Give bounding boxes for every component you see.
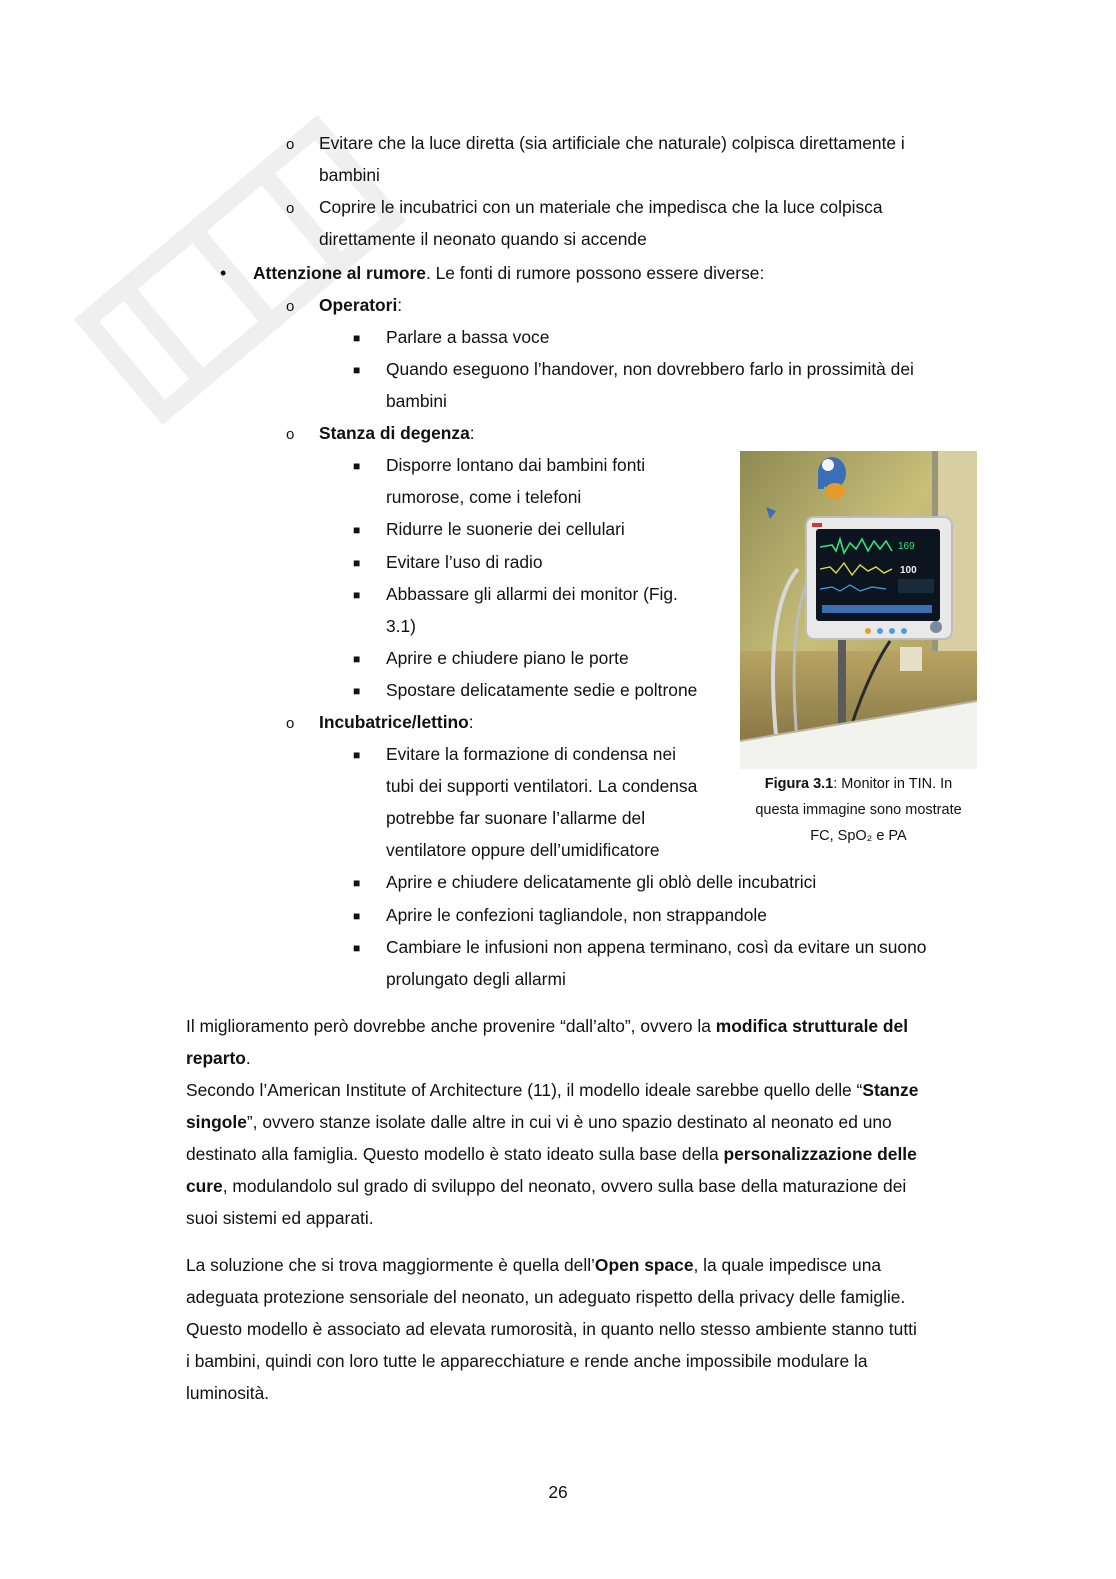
circle-marker: o xyxy=(286,715,295,732)
list-item-text: prolungato degli allarmi xyxy=(386,969,566,989)
list-item-text: bambini xyxy=(386,391,447,411)
bold-term: Operatori xyxy=(319,295,398,315)
text-run: . xyxy=(245,1048,251,1068)
list-item-text: Coprire le incubatrici con un materiale che impedisca che la luce colpisca xyxy=(319,197,883,217)
list-item-heading xyxy=(319,293,402,317)
bold-term: Stanza di degenza xyxy=(319,423,470,443)
square-marker: ■ xyxy=(353,748,361,762)
paragraph-line xyxy=(186,1142,917,1166)
text-run: : xyxy=(469,423,475,443)
figure-caption: FC, SpO₂ e PA xyxy=(810,828,907,844)
list-item-text: ventilatore oppure dell’umidificatore xyxy=(386,840,660,860)
text-run: : xyxy=(468,712,474,732)
paragraph-line xyxy=(186,1014,908,1038)
list-item-text: Quando eseguono l’handover, non dovrebbero farlo in prossimità dei xyxy=(386,359,914,379)
paragraph-line xyxy=(186,1110,892,1134)
text-run: . Le fonti di rumore possono essere diverse: xyxy=(425,263,765,283)
figure-label: Figura 3.1 xyxy=(764,776,834,792)
paragraph-line xyxy=(186,1253,881,1277)
paragraph-line: adeguata protezione sensoriale del neonato, un adeguato rispetto della privacy delle famiglie. xyxy=(186,1287,906,1307)
list-item-text: Evitare la formazione di condensa nei xyxy=(386,744,677,764)
page-number: 26 xyxy=(548,1482,568,1502)
bullet-marker: • xyxy=(220,263,227,283)
monitor-photo xyxy=(740,451,977,769)
bold-term: personalizzazione delle xyxy=(723,1144,917,1164)
bold-term: modifica strutturale del xyxy=(715,1016,909,1036)
circle-marker: o xyxy=(286,136,295,153)
list-item-heading xyxy=(253,261,764,285)
square-marker: ■ xyxy=(353,331,361,345)
bold-term: cure xyxy=(186,1176,223,1196)
bold-term: Attenzione al rumore xyxy=(253,263,426,283)
text-run: ”, ovvero stanze isolate dalle altre in cui vi è uno spazio destinato al neonato ed uno xyxy=(246,1112,892,1132)
figure-caption: questa immagine sono mostrate xyxy=(755,802,962,818)
paragraph-line: Questo modello è associato ad elevata rumorosità, in quanto nello stesso ambiente stanno tutti xyxy=(186,1319,917,1339)
text-run: Secondo l’American Institute of Architecture (11), il modello ideale sarebbe quello delle “ xyxy=(186,1080,863,1100)
text-run: : xyxy=(397,295,403,315)
square-marker: ■ xyxy=(353,459,361,473)
list-item-text: rumorose, come i telefoni xyxy=(386,487,582,507)
list-item-text: direttamente il neonato quando si accende xyxy=(319,229,647,249)
circle-marker: o xyxy=(286,298,295,315)
list-item-text: bambini xyxy=(319,165,380,185)
square-marker: ■ xyxy=(353,363,361,377)
list-item-text: Evitare che la luce diretta (sia artificiale che naturale) colpisca direttamente i xyxy=(319,133,905,153)
caption-text: : Monitor in TIN. In xyxy=(833,776,953,792)
list-item-text: Aprire e chiudere delicatamente gli oblò delle incubatrici xyxy=(386,872,817,892)
list-item-text: potrebbe far suonare l’allarme del xyxy=(386,808,646,828)
list-item-text: Spostare delicatamente sedie e poltrone xyxy=(386,680,698,700)
square-marker: ■ xyxy=(353,556,361,570)
list-item-text: Abbassare gli allarmi dei monitor (Fig. xyxy=(386,584,678,604)
monitor-heart-rate: 169 xyxy=(898,541,915,552)
list-item-text: 3.1) xyxy=(386,616,416,636)
list-item-heading xyxy=(319,710,474,734)
text-run: , modulandolo sul grado di sviluppo del neonato, ovvero sulla base della maturazione dei xyxy=(222,1176,907,1196)
list-item-text: Parlare a bassa voce xyxy=(386,327,550,347)
paragraph-line: i bambini, quindi con loro tutte le apparecchiature e rende anche impossibile modulare la xyxy=(186,1351,868,1371)
list-item-text: Ridurre le suonerie dei cellulari xyxy=(386,519,625,539)
square-marker: ■ xyxy=(353,523,361,537)
bold-term: reparto xyxy=(186,1048,246,1068)
list-item-text: tubi dei supporti ventilatori. La condensa xyxy=(386,776,698,796)
text-run: destinato alla famiglia. Questo modello è stato ideato sulla base della xyxy=(186,1144,724,1164)
square-marker: ■ xyxy=(353,652,361,666)
list-item-text: Aprire le confezioni tagliandole, non strappandole xyxy=(386,905,767,925)
list-item-text: Disporre lontano dai bambini fonti xyxy=(386,455,646,475)
square-marker: ■ xyxy=(353,909,361,923)
circle-marker: o xyxy=(286,200,295,217)
square-marker: ■ xyxy=(353,684,361,698)
list-item-text: Evitare l’uso di radio xyxy=(386,552,543,572)
monitor-spo2: 100 xyxy=(900,565,917,576)
paragraph-line: suoi sistemi ed apparati. xyxy=(186,1208,374,1228)
square-marker: ■ xyxy=(353,588,361,602)
text-run: La soluzione che si trova maggiormente è quella dell’ xyxy=(186,1255,595,1275)
text-run: Il miglioramento però dovrebbe anche provenire “dall’alto”, ovvero la xyxy=(186,1016,716,1036)
paragraph-line xyxy=(186,1046,251,1070)
list-item-text: Cambiare le infusioni non appena terminano, così da evitare un suono xyxy=(386,937,927,957)
bold-term: Incubatrice/lettino xyxy=(319,712,469,732)
paragraph-line xyxy=(186,1174,906,1198)
bold-term: Open space xyxy=(594,1255,694,1275)
text-run: , la quale impedisce una xyxy=(693,1255,882,1275)
circle-marker: o xyxy=(286,426,295,443)
figure-caption xyxy=(740,772,977,796)
list-item-heading xyxy=(319,421,475,445)
bold-term: singole xyxy=(186,1112,247,1132)
square-marker: ■ xyxy=(353,941,361,955)
list-item-text: Aprire e chiudere piano le porte xyxy=(386,648,629,668)
square-marker: ■ xyxy=(353,876,361,890)
paragraph-line xyxy=(186,1078,918,1102)
paragraph-line: luminosità. xyxy=(186,1383,270,1403)
bold-term: Stanze xyxy=(862,1080,919,1100)
